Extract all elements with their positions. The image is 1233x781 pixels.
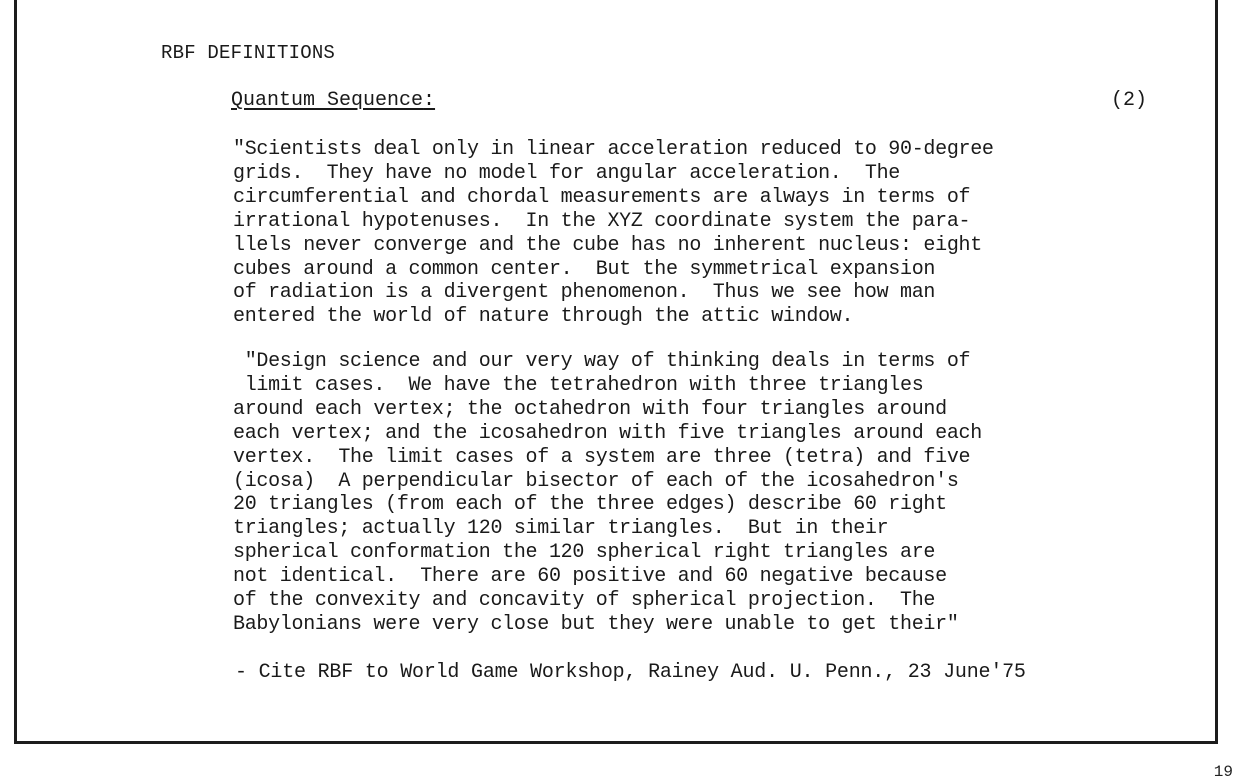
text-line: not identical. There are 60 positive and 60 negative because [233,565,947,589]
text-line: "Scientists deal only in linear acceleration reduced to 90-degree [233,138,994,161]
text-line: around each vertex; the octahedron with four triangles around [233,397,947,421]
text-line: of the convexity and concavity of spherical projection. The [233,589,936,613]
text-line: "Design science and our very way of thinking deals in terms of [233,350,971,373]
card-number: (2) [1110,89,1147,112]
text-line: irrational hypotenuses. In the XYZ coordinate system the para- [233,209,971,233]
page-title: RBF DEFINITIONS [161,42,336,64]
text-line: limit cases. We have the tetrahedron with three triangles [233,373,924,397]
entry-heading-row [231,89,1147,117]
text-line: grids. They have no model for angular acceleration. The [233,161,901,185]
text-line: (icosa) A perpendicular bisector of each of the icosahedron's [233,469,959,493]
text-line: entered the world of nature through the attic window. [233,305,854,329]
text-line: triangles; actually 120 similar triangles. But in their [233,517,889,541]
definition-card [14,0,1218,744]
text-line: vertex. The limit cases of a system are three (tetra) and five [233,445,971,469]
entry-term-colon: : [423,89,436,112]
quote-paragraph-2 [233,350,982,637]
text-line: of radiation is a divergent phenomenon. Thus we see how man [233,281,936,305]
entry-term-text: Quantum Sequence [231,89,424,112]
text-line: spherical conformation the 120 spherical right triangles are [233,541,936,565]
quote-paragraph-1 [233,138,994,329]
page-number: 19 [1213,763,1233,781]
text-line: Babylonians were very close but they were unable to get their" [233,612,959,636]
text-line: circumferential and chordal measurements are always in terms of [233,185,971,209]
text-line: llels never converge and the cube has no inherent nucleus: eight [233,233,982,257]
entry-term [231,89,435,112]
citation: - Cite RBF to World Game Workshop, Rainey Aud. U. Penn., 23 June'75 [235,661,1026,684]
text-line: each vertex; and the icosahedron with five triangles around each [233,421,982,445]
text-line: 20 triangles (from each of the three edges) describe 60 right [233,493,947,517]
text-line: cubes around a common center. But the symmetrical expansion [233,257,936,281]
